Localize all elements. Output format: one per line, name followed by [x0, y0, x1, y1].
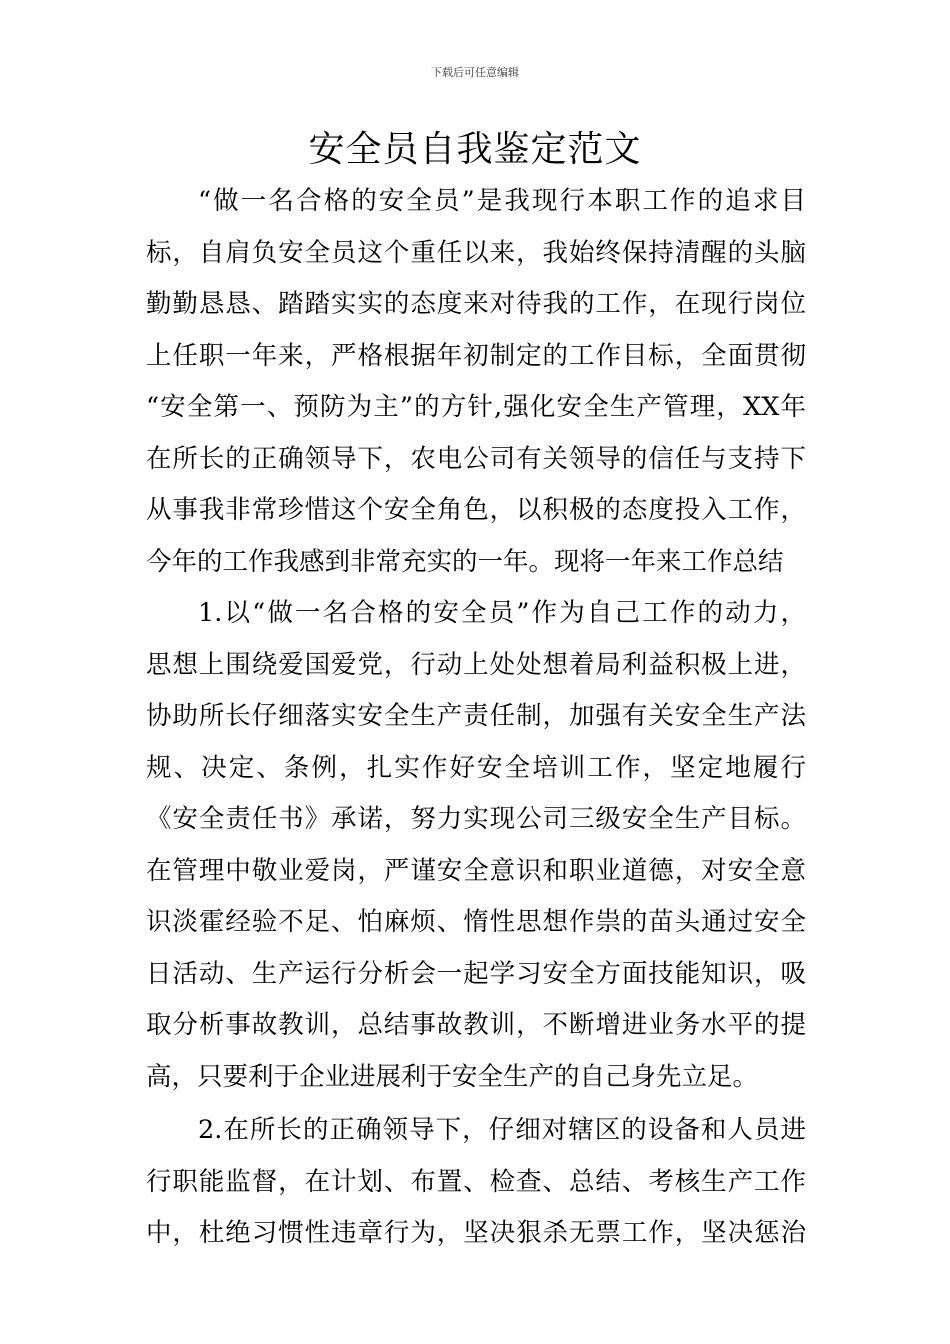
paragraph-line: 勤勤恳恳、踏踏实实的态度来对待我的工作，在现行岗位 — [146, 289, 806, 319]
paragraph-line: 高，只要利于企业进展利于安全生产的自己身先立足。 — [146, 1061, 759, 1092]
paragraph-line: 思想上围绕爱国爱党，行动上处处想着局利益积极上进， — [146, 649, 806, 680]
paragraph-line: 今年的工作我感到非常充实的一年。现将一年来工作总结 — [146, 546, 784, 577]
paragraph-line: 1.以“做一名合格的安全员”作为自己工作的动力， — [198, 598, 806, 628]
paragraph-1 — [146, 176, 806, 588]
paragraph-line: 取分析事故教训，总结事故教训，不断增进业务水平的提 — [146, 1010, 806, 1040]
paragraph-line: 《安全责任书》承诺，努力实现公司三级安全生产目标。 — [146, 804, 806, 834]
page-title: 安全员自我鉴定范文 — [308, 129, 642, 170]
paragraph-line: 协助所长仔细落实安全生产责任制，加强有关安全生产法 — [146, 701, 806, 731]
paragraph-line: 在管理中敬业爱岗，严谨安全意识和职业道德，对安全意 — [146, 855, 806, 886]
paragraph-line: “做一名合格的安全员”是我现行本职工作的追求目 — [198, 186, 806, 216]
paragraph-3 — [146, 1105, 806, 1260]
paragraph-line: 从事我非常珍惜这个安全角色，以积极的态度投入工作， — [146, 495, 806, 525]
paragraph-line: 日活动、生产运行分析会一起学习安全方面技能知识，吸 — [146, 958, 806, 989]
paragraph-line: 标，自肩负安全员这个重任以来，我始终保持清醒的头脑 — [146, 237, 806, 268]
paragraph-2 — [146, 588, 806, 1103]
header-note: 下载后可任意编辑 — [431, 66, 519, 79]
document-body — [146, 176, 806, 1260]
paragraph-line: 在所长的正确领导下，农电公司有关领导的信任与支持下 — [146, 443, 806, 474]
paragraph-line: 中，杜绝习惯性违章行为，坚决狠杀无票工作，坚决惩治 — [146, 1218, 806, 1248]
paragraph-line: “安全第一、预防为主”的方针,强化安全生产管理，XX年 — [146, 392, 806, 422]
paragraph-line: 规、决定、条例，扎实作好安全培训工作，坚定地履行 — [146, 752, 806, 783]
paragraph-line: 2.在所长的正确领导下，仔细对辖区的设备和人员进 — [198, 1115, 806, 1145]
paragraph-line: 上任职一年来，严格根据年初制定的工作目标，全面贯彻 — [146, 340, 806, 371]
paragraph-line: 行职能监督，在计划、布置、检查、总结、考核生产工作 — [146, 1166, 806, 1197]
paragraph-line: 识淡霍经验不足、怕麻烦、惰性思想作祟的苗头通过安全 — [146, 907, 806, 937]
